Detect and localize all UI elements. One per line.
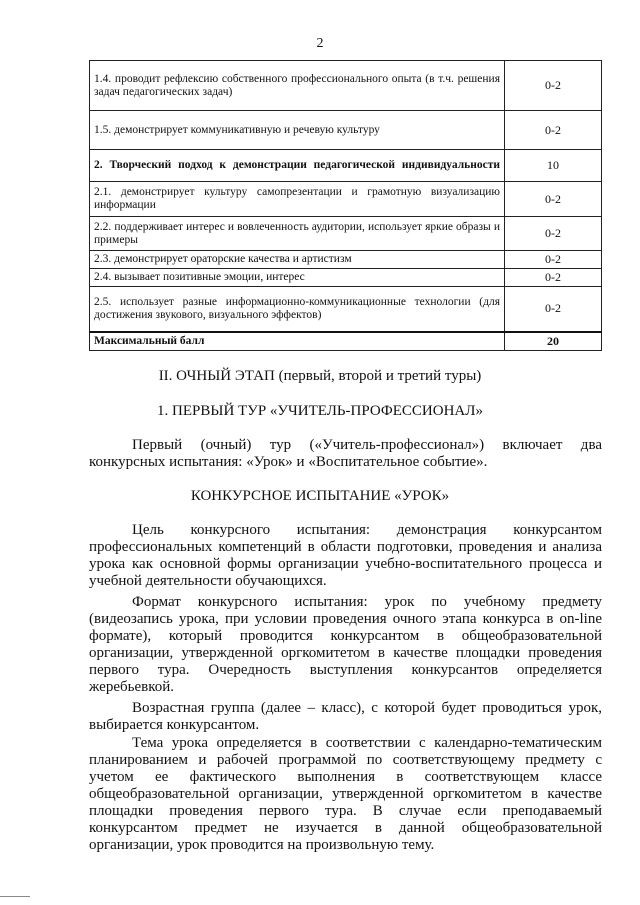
- bottom-rule: [0, 896, 30, 897]
- max-score-label: Максимальный балл: [90, 332, 505, 351]
- criterion-text: 1.5. демонстрирует коммуникативную и речевую культуру: [90, 111, 505, 150]
- max-score-value: 20: [505, 332, 602, 351]
- criterion-score: 0-2: [505, 217, 602, 251]
- criterion-score: 0-2: [505, 182, 602, 217]
- criterion-text: 2.1. демонстрирует культуру самопрезентации и грамотную визуализацию информации: [90, 182, 505, 217]
- table-row: [90, 182, 602, 217]
- table-row-total: [90, 332, 602, 351]
- page-number: 2: [316, 36, 324, 51]
- criterion-text: 2.2. поддерживает интерес и вовлеченность аудитории, использует яркие образы и примеры: [90, 217, 505, 251]
- section-subtitle: 1. ПЕРВЫЙ ТУР «УЧИТЕЛЬ-ПРОФЕССИОНАЛ»: [157, 403, 483, 419]
- table-row: [90, 217, 602, 251]
- criterion-score: 0-2: [505, 287, 602, 332]
- criterion-score: 0-2: [505, 111, 602, 150]
- criterion-text: 2. Творческий подход к демонстрации педагогической индивидуальности: [90, 150, 505, 182]
- criterion-score: 0-2: [505, 251, 602, 269]
- criterion-score: 0-2: [505, 269, 602, 287]
- criterion-text: 2.4. вызывает позитивные эмоции, интерес: [90, 269, 505, 287]
- criterion-text: 1.4. проводит рефлексию собственного профессионального опыта (в т.ч. решения задач педагогических задач): [90, 61, 505, 111]
- table-row: [90, 111, 602, 150]
- intro-paragraph: Первый (очный) тур («Учитель-профессионал») включает два конкурсных испытания: «Урок» и «Воспитательное событие».: [89, 437, 602, 470]
- criterion-score: 0-2: [505, 61, 602, 111]
- criterion-text: 2.3. демонстрирует ораторские качества и артистизм: [90, 251, 505, 269]
- section-title: II. ОЧНЫЙ ЭТАП (первый, второй и третий туры): [158, 368, 482, 384]
- table-row: [90, 61, 602, 111]
- criterion-score: 10: [505, 150, 602, 182]
- table-row: [90, 269, 602, 287]
- contest-title: КОНКУРСНОЕ ИСПЫТАНИЕ «УРОК»: [190, 488, 450, 504]
- table-row: [90, 287, 602, 332]
- goal-paragraph: Цель конкурсного испытания: демонстрация конкурсантом профессиональных компетенций в области подготовки, проведения и анализа урока как основной формы организации учебно-воспитательного процесса и учебной деятельности обучающихся.: [89, 522, 602, 589]
- criterion-text: 2.5. использует разные информационно-коммуникационные технологии (для достижения звукового, визуального эффектов): [90, 287, 505, 332]
- table-row: [90, 150, 602, 182]
- criteria-table: [89, 60, 602, 351]
- topic-paragraph: Тема урока определяется в соответствии с календарно-тематическим планированием и рабочей программой по соответствующему предмету с учетом ее фактического выполнения в соответствующем классе общеобразовательной организации, утвержденной оргкомитетом в качестве площадки проведения первого тура. В случае если преподаваемый конкурсантом предмет не изучается в данной общеобразовательной организации, урок проводится на произвольную тему.: [89, 735, 602, 853]
- age-group-paragraph: Возрастная группа (далее – класс), с которой будет проводиться урок, выбирается конкурсантом.: [89, 700, 602, 733]
- format-paragraph: Формат конкурсного испытания: урок по учебному предмету (видеозапись урока, при условии проведения очного этапа конкурса в on-line формате), который проводится конкурсантом в общеобразовательной организации, утвержденной оргкомитетом в качестве площадки проведения первого тура. Очередность выступления конкурсантов определяется жеребьевкой.: [89, 594, 602, 695]
- table-row: [90, 251, 602, 269]
